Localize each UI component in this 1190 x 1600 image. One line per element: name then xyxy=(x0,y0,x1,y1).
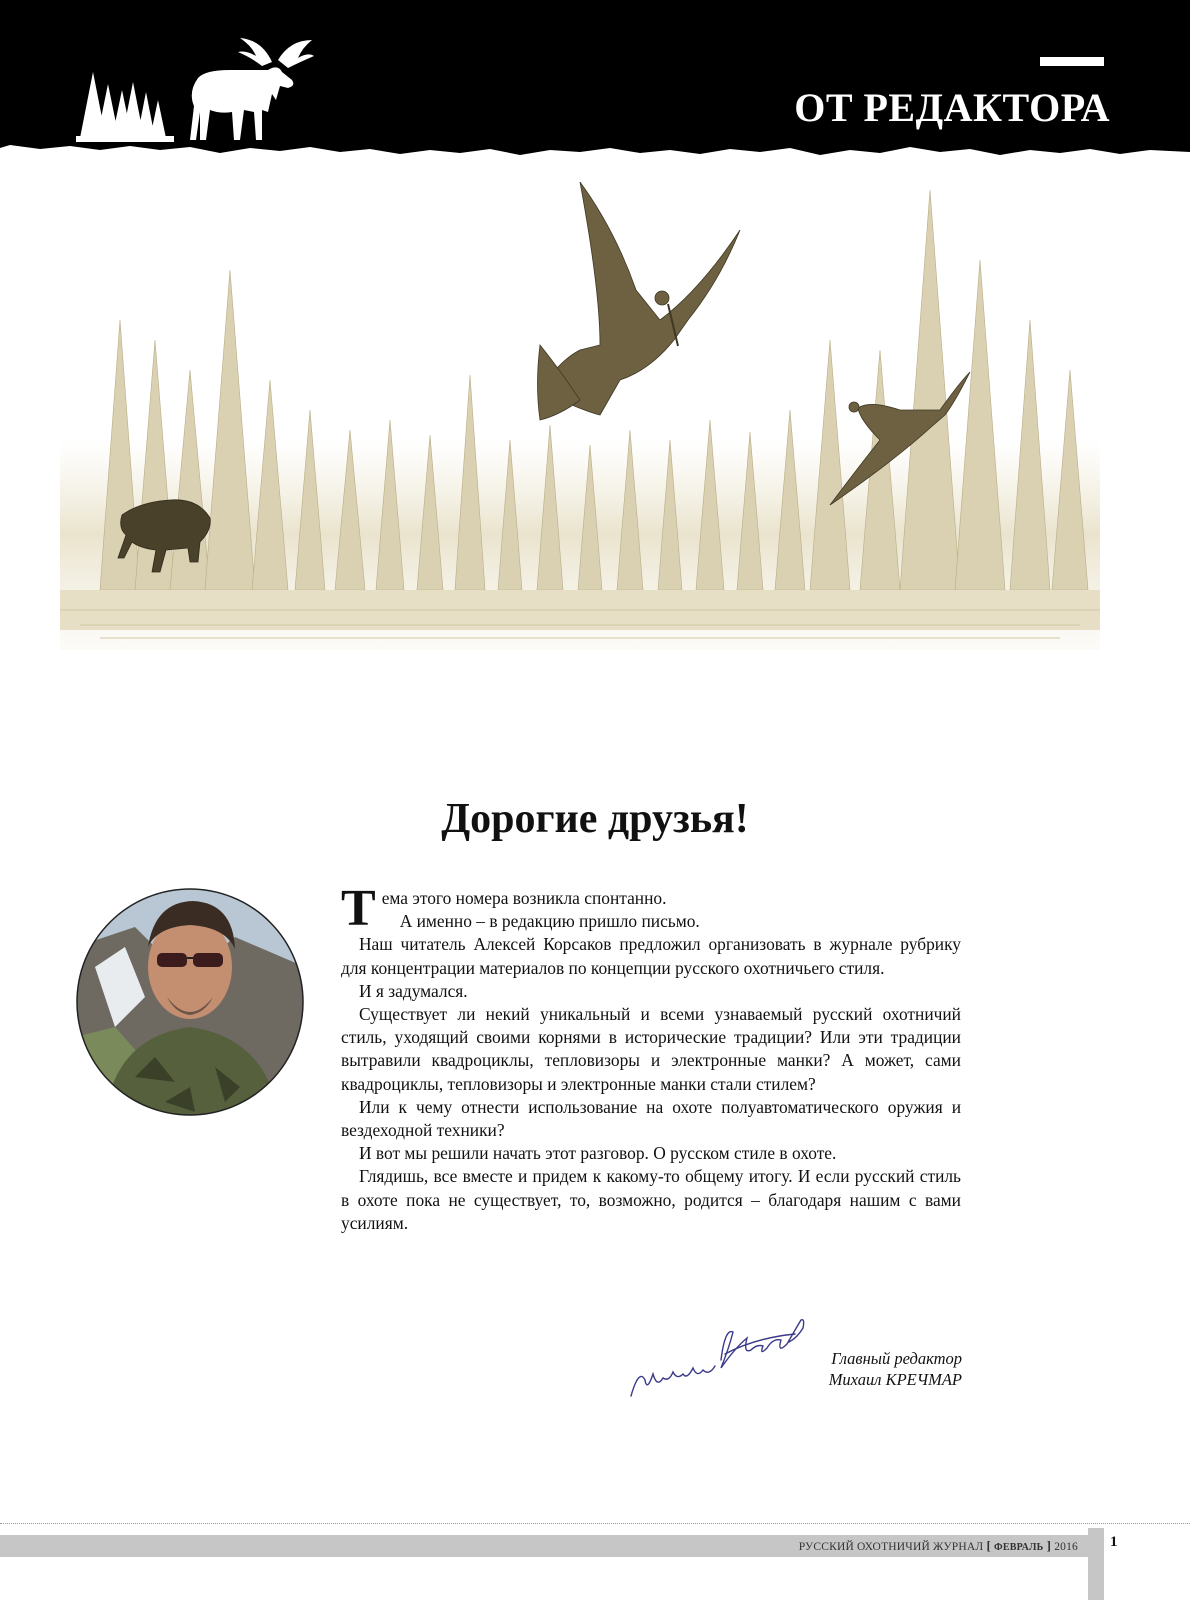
editor-name: Михаил КРЕЧМАР xyxy=(828,1370,962,1389)
bracket-open: [ xyxy=(986,1538,991,1553)
hunting-landscape-illustration xyxy=(40,170,1120,690)
letter-paragraph: Наш читатель Алексей Корсаков предложил организовать в журнале рубрику для концентрации материалов по концепции русского охотничьего стиля. xyxy=(341,934,961,978)
issue-year: 2016 xyxy=(1054,1541,1078,1553)
section-title-bar xyxy=(1040,57,1104,66)
section-title: ОТ РЕДАКТОРА xyxy=(794,85,1110,130)
greeting-heading: Дорогие друзья! xyxy=(441,796,749,842)
issue-month: ФЕВРАЛЬ xyxy=(994,1542,1044,1553)
letter-paragraph: Или к чему отнести использование на охоте полуавтоматического оружия и вездеходной техники? xyxy=(341,1096,961,1141)
footer-tab xyxy=(1088,1528,1104,1600)
letter-paragraph: А именно – в редакцию пришло письмо. xyxy=(399,911,700,932)
letter-paragraph: И вот мы решили начать этот разговор. О русском стиле в охоте. xyxy=(359,1143,837,1164)
paragraph-text: ема этого номера возникла спонтанно. xyxy=(381,888,667,908)
letter-paragraph: Глядишь, все вместе и придем к какому-то общему итогу. И если русский стиль в охоте пока не существует, то, возможно, родится – благодаря нашим с вами усилиям. xyxy=(341,1166,961,1233)
flying-woodcock-icon xyxy=(538,182,741,420)
editorial-letter xyxy=(341,880,961,1235)
footer-divider xyxy=(0,1523,1190,1524)
journal-name: РУССКИЙ ОХОТНИЧИЙ ЖУРНАЛ xyxy=(798,1541,984,1553)
header-band xyxy=(0,0,1190,160)
torn-black-band xyxy=(0,0,1190,155)
letter-paragraph: Существует ли некий уникальный и всеми узнаваемый русский охотничий стиль, уходящий своими корнями в исторические традиции? Или эти традиции вытравили квадроциклы, тепловизоры и электронные манки? А может, сами квадроциклы, тепловизоры и электронные манки стали стилем? xyxy=(341,1004,961,1094)
forest-engraving xyxy=(60,190,1100,650)
editor-portrait xyxy=(75,887,305,1117)
footer-journal-info xyxy=(700,1538,1078,1554)
letter-paragraph: И я задумался. xyxy=(359,980,468,1001)
page-number: 1 xyxy=(1110,1534,1118,1550)
bracket-close: ] xyxy=(1046,1538,1052,1553)
signature-block xyxy=(780,1348,962,1390)
drop-cap: Т xyxy=(341,880,376,937)
editor-role: Главный редактор xyxy=(831,1349,962,1368)
